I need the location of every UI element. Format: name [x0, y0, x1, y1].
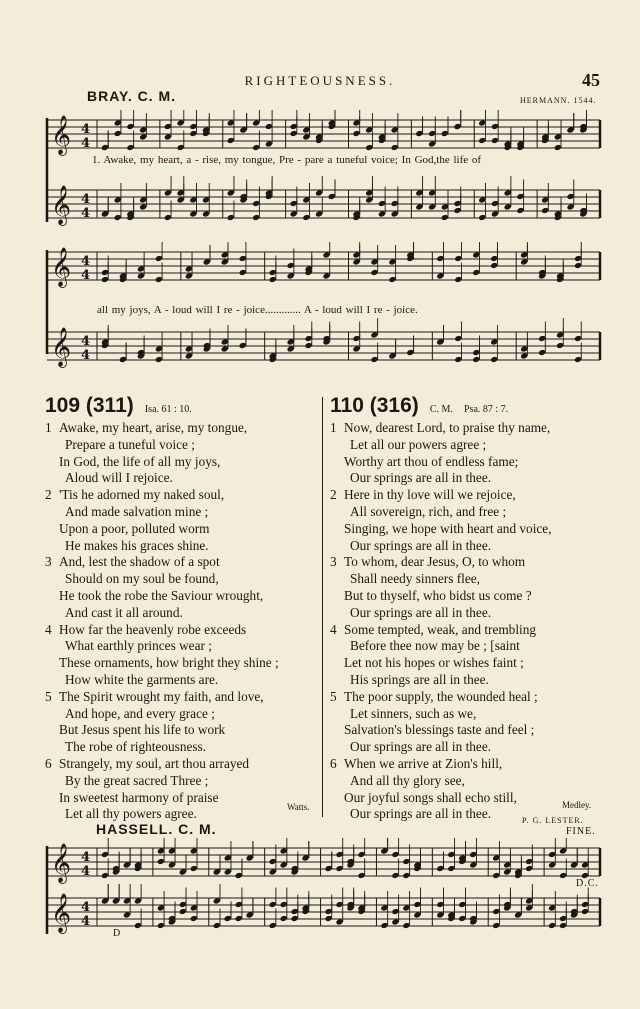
- verse-text: When we arrive at Zion's hill,: [344, 755, 503, 771]
- music-system-bray-1: [45, 110, 605, 230]
- staff: [47, 838, 600, 884]
- hymn-110: [330, 394, 620, 823]
- verse-number: 1: [330, 420, 337, 435]
- verse-text: How far the heavenly robe exceeds: [59, 621, 247, 637]
- verse-text: Upon a poor, polluted worm: [59, 520, 210, 536]
- verse-text: Let not his hopes or wishes faint ;: [344, 655, 524, 671]
- svg-text:4: 4: [81, 206, 91, 221]
- music-system-hassell: [45, 838, 605, 948]
- hymn-109: [45, 394, 335, 823]
- verse-text: Our springs are all in thee.: [350, 604, 492, 620]
- svg-text:4: 4: [81, 914, 91, 929]
- verse-text: How white the garments are.: [65, 671, 219, 687]
- verse-lines: [45, 420, 335, 823]
- verse-line: [330, 655, 620, 672]
- verse-line: [330, 504, 620, 521]
- dc-mark: D.C.: [576, 878, 599, 889]
- verse-line: [330, 454, 620, 471]
- verse-lines: [330, 420, 620, 823]
- verse-text: But Jesus spent his life to work: [59, 722, 226, 738]
- svg-text:𝄞: 𝄞: [51, 843, 72, 883]
- svg-text:4: 4: [81, 334, 91, 349]
- verse-text: And made salvation mine ;: [65, 503, 209, 519]
- verse-line: [45, 655, 335, 672]
- verse-text: The robe of righteousness.: [65, 739, 207, 755]
- verse-line: [45, 722, 335, 739]
- verse-line: [330, 756, 620, 773]
- svg-text:𝄞: 𝄞: [51, 247, 72, 287]
- verse-text: Should on my soul be found,: [65, 571, 219, 587]
- staff: [47, 110, 600, 156]
- verse-text: In God, the life of all my joys,: [59, 453, 221, 469]
- hymn-meter: C. M.: [429, 404, 453, 415]
- staff: [47, 884, 600, 934]
- hymn-number: 109 (311): [45, 394, 134, 417]
- verse-text: Here in thy love will we rejoice,: [344, 487, 516, 503]
- verse-text: What earthly princes wear ;: [65, 638, 212, 654]
- verse-text: Salvation's blessings taste and feel ;: [344, 722, 535, 738]
- verse-line: [45, 504, 335, 521]
- staff: [47, 318, 600, 368]
- verse-number: 2: [45, 487, 52, 503]
- verse-line: [45, 571, 335, 588]
- verse-line: [45, 706, 335, 723]
- tune-title-hassell: HASSELL. C. M.: [96, 821, 217, 837]
- verse-text: And cast it all around.: [65, 604, 183, 620]
- staff: [47, 176, 600, 226]
- scripture-reference: Isa. 61 : 10.: [144, 404, 192, 415]
- verse-text: Let sinners, such as we,: [350, 705, 477, 721]
- staff-notation: [45, 110, 605, 230]
- verse-line: [330, 605, 620, 622]
- verse-line: [45, 437, 335, 454]
- verse-line: [330, 622, 620, 639]
- verse-text: In sweetest harmony of praise: [59, 789, 219, 805]
- verse-number: 3: [45, 554, 52, 570]
- verse-line: [45, 554, 335, 571]
- verse-line: [45, 773, 335, 790]
- verse-text: He makes his graces shine.: [65, 537, 209, 553]
- verse-line: [330, 722, 620, 739]
- svg-text:4: 4: [81, 136, 91, 151]
- composer-credit-hassell: P. G. LESTER.: [522, 816, 584, 825]
- verse-number: 2: [330, 487, 337, 503]
- svg-text:4: 4: [81, 864, 91, 879]
- staff: [47, 242, 600, 288]
- verse-text: Awake, my heart, arise, my tongue,: [59, 420, 248, 435]
- verse-line: [330, 554, 620, 571]
- verse-line: [45, 454, 335, 471]
- verse-text: The poor supply, the wounded heal ;: [344, 688, 538, 704]
- author-110: Medley.: [562, 800, 592, 810]
- verse-number: 4: [45, 621, 52, 637]
- verse-line: [330, 638, 620, 655]
- verse-text: And hope, and every grace ;: [65, 705, 215, 721]
- running-head: RIGHTEOUSNESS.: [244, 73, 396, 88]
- svg-text:4: 4: [81, 268, 91, 283]
- verse-text: Aloud will I rejoice.: [65, 470, 173, 486]
- verse-text: Shall needy sinners flee,: [350, 571, 480, 587]
- dynamic-mark: D: [113, 928, 122, 939]
- verse-line: [45, 756, 335, 773]
- verse-line: [330, 571, 620, 588]
- verse-text: Our springs are all in thee.: [350, 537, 492, 553]
- verse-text: Singing, we hope with heart and voice,: [344, 520, 552, 536]
- fine-mark: FINE.: [566, 826, 596, 837]
- verse-line: [330, 521, 620, 538]
- svg-text:4: 4: [81, 348, 91, 363]
- verse-text: By the great sacred Three ;: [65, 772, 209, 788]
- verse-line: [45, 420, 335, 437]
- author-109: Watts.: [287, 802, 310, 812]
- verse-line: [45, 739, 335, 756]
- verse-text: Some tempted, weak, and trembling: [344, 621, 537, 637]
- svg-text:4: 4: [81, 900, 91, 915]
- verse-number: 5: [45, 688, 52, 704]
- composer-credit-bray: HERMANN. 1544.: [520, 96, 597, 105]
- verse-text: The Spirit wrought my faith, and love,: [59, 688, 264, 704]
- column-divider: [322, 397, 323, 817]
- verse-text: Let all thy powers agree.: [65, 806, 197, 822]
- verse-line: [45, 605, 335, 622]
- verse-text: These ornaments, how bright they shine ;: [59, 655, 279, 671]
- lyrics-line-bray-1: 1. Awake, my heart, a - rise, my tongue, Pre - pare a tuneful voice; In God,the life of: [92, 154, 482, 166]
- verse-line: [330, 588, 620, 605]
- verse-line: [330, 739, 620, 756]
- verse-text: But to thyself, who bidst us come ?: [344, 587, 532, 603]
- verse-number: 3: [330, 554, 337, 570]
- verse-text: Our springs are all in thee.: [350, 470, 492, 486]
- verse-line: [330, 706, 620, 723]
- verse-text: And, lest the shadow of a spot: [59, 554, 220, 570]
- verse-text: He took the robe the Saviour wrought,: [59, 587, 264, 603]
- verse-line: [45, 470, 335, 487]
- svg-text:𝄞: 𝄞: [51, 185, 72, 225]
- verse-line: [45, 588, 335, 605]
- verse-line: [330, 538, 620, 555]
- verse-text: Our springs are all in thee.: [350, 739, 492, 755]
- page-number: 45: [582, 70, 600, 90]
- verse-line: [45, 622, 335, 639]
- verse-number: 1: [45, 420, 52, 435]
- verse-line: [45, 487, 335, 504]
- verse-number: 5: [330, 688, 337, 704]
- verse-line: [330, 470, 620, 487]
- verse-text: Our joyful songs shall echo still,: [344, 789, 517, 805]
- tune-title-bray: BRAY. C. M.: [87, 88, 177, 104]
- verse-line: [330, 487, 620, 504]
- hymn-109-header: [45, 394, 335, 420]
- verse-line: [330, 672, 620, 689]
- verse-text: His springs are all in thee.: [350, 671, 489, 687]
- scripture-reference: Psa. 87 : 7.: [464, 404, 509, 415]
- svg-text:4: 4: [81, 254, 91, 269]
- svg-text:𝄞: 𝄞: [51, 115, 72, 155]
- svg-text:𝄞: 𝄞: [51, 893, 72, 933]
- verse-text: Let all our powers agree ;: [350, 436, 487, 452]
- verse-number: 4: [330, 621, 337, 637]
- verse-text: Worthy art thou of endless fame;: [344, 453, 519, 469]
- verse-line: [45, 672, 335, 689]
- verse-line: [330, 420, 620, 437]
- svg-text:4: 4: [81, 850, 91, 865]
- lyrics-line-bray-2: all my joys, A - loud will I re - joice............. A - loud will I re - joice.: [97, 304, 418, 316]
- verse-text: Before thee now may be ; [saint: [350, 638, 520, 654]
- svg-text:𝄞: 𝄞: [51, 327, 72, 367]
- hymn-number: 110 (316): [330, 394, 419, 417]
- verse-text: Prepare a tuneful voice ;: [65, 436, 195, 452]
- verse-text: And all thy glory see,: [350, 772, 465, 788]
- svg-text:4: 4: [81, 192, 91, 207]
- verse-text: Strangely, my soul, art thou arrayed: [59, 755, 250, 771]
- hymn-110-header: [330, 394, 620, 420]
- verse-number: 6: [330, 755, 337, 771]
- verse-line: [330, 773, 620, 790]
- verse-line: [45, 521, 335, 538]
- verse-number: 6: [45, 755, 52, 771]
- verse-text: All sovereign, rich, and free ;: [350, 503, 507, 519]
- verse-line: [330, 689, 620, 706]
- svg-text:4: 4: [81, 122, 91, 137]
- verse-text: Our springs are all in thee.: [350, 806, 492, 822]
- verse-text: To whom, dear Jesus, O, to whom: [344, 554, 526, 570]
- verse-text: Now, dearest Lord, to praise thy name,: [344, 420, 551, 435]
- verse-text: 'Tis he adorned my naked soul,: [59, 487, 225, 503]
- verse-line: [45, 638, 335, 655]
- verse-line: [45, 689, 335, 706]
- verse-line: [330, 437, 620, 454]
- verse-line: [45, 538, 335, 555]
- staff-notation: [45, 838, 605, 948]
